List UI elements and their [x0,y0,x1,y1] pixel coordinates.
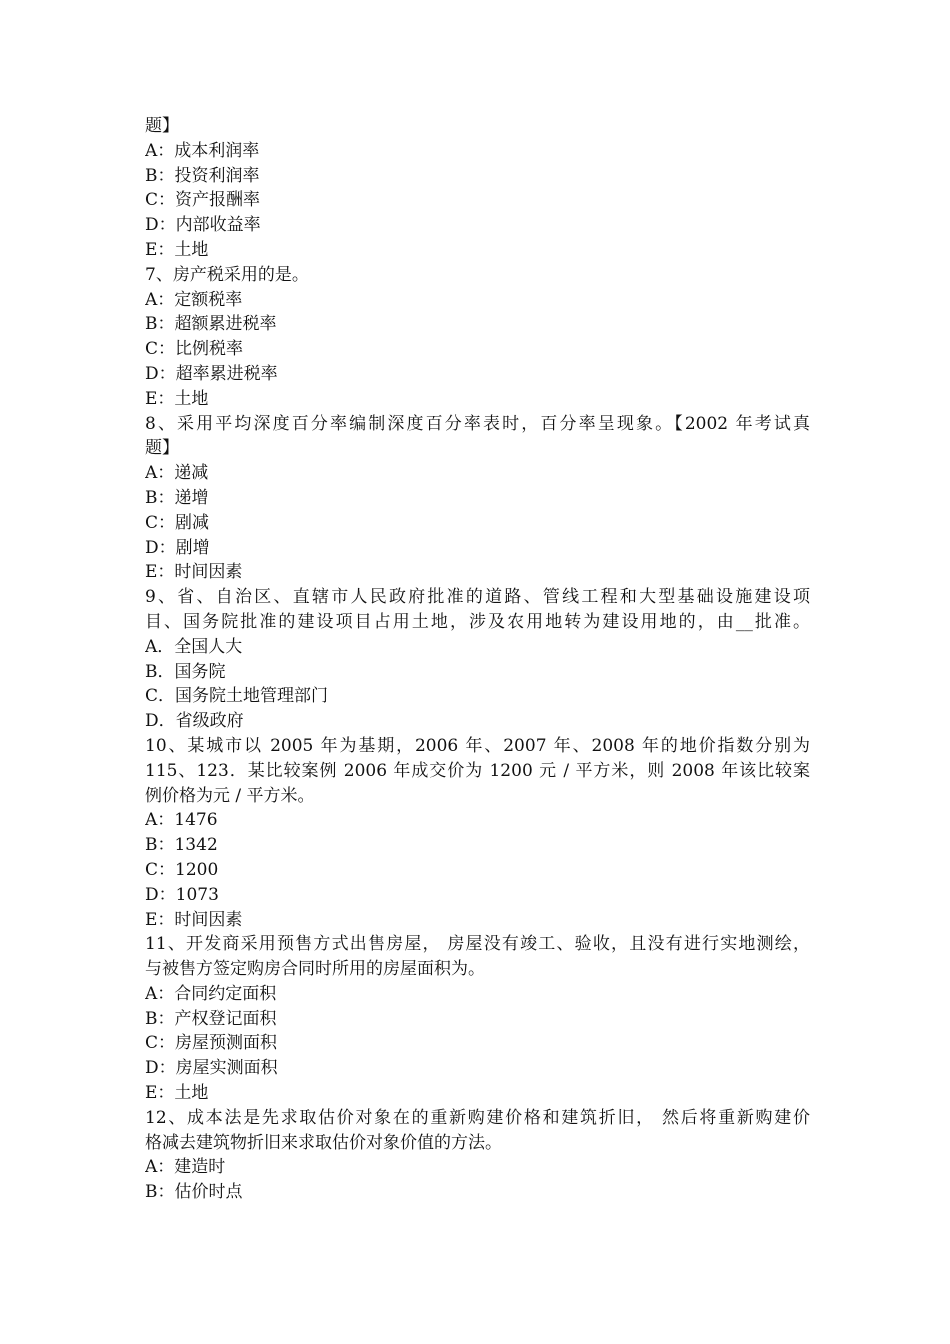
text-line: A：定额税率 [145,289,243,310]
text-line: E：土地 [145,1083,209,1104]
text-line: E：时间因素 [145,909,243,930]
text-line: 目、国务院批准的建设项目占用土地，涉及农用地转为建设用地的，由__批准。 [145,611,810,632]
text-line: C．国务院土地管理部门 [145,686,329,707]
text-line: E：土地 [145,239,209,260]
text-line: C：资产报酬率 [145,190,261,211]
text-line: 10、某城市以 2005 年为基期，2006 年、2007 年、2008 年的地价指数分别为 [145,735,810,756]
text-line: 9、省、自治区、直辖市人民政府批准的道路、管线工程和大型基础设施建设项 [145,587,810,608]
text-line: 与被售方签定购房合同时所用的房屋面积为。 [145,959,485,980]
text-line: D：超率累进税率 [145,363,278,384]
text-line: D：1073 [145,884,219,905]
text-line: 题】 [145,116,179,136]
text-line: B：1342 [145,835,218,856]
text-line: A：1476 [145,810,218,831]
text-line: C：剧减 [145,512,210,533]
text-line: A：建造时 [145,1157,226,1178]
text-line: A：递减 [145,463,209,484]
text-line: 格减去建筑物折旧来求取估价对象价值的方法。 [145,1132,502,1153]
text-line: B：递增 [145,487,209,508]
text-line: B：投资利润率 [145,165,260,186]
text-line: 115、123．某比较案例 2006 年成交价为 1200 元 / 平方米，则 2008 年该比较案 [145,760,810,781]
text-line: C：房屋预测面积 [145,1033,278,1054]
text-line: 11、开发商采用预售方式出售房屋， 房屋没有竣工、验收，且没有进行实地测绘， [145,934,810,955]
text-line: E：土地 [145,388,209,409]
text-line: D：剧增 [145,537,210,558]
text-line: B．国务院 [145,661,226,682]
text-line: 例价格为元 / 平方米。 [145,785,315,806]
text-line: D．省级政府 [145,711,244,732]
text-line: B：产权登记面积 [145,1008,277,1029]
text-line: 8、采用平均深度百分率编制深度百分率表时，百分率呈现象。【2002 年考试真 [145,413,810,434]
text-line: C：1200 [145,859,219,880]
text-line: B：估价时点 [145,1182,243,1203]
text-line: C：比例税率 [145,339,244,360]
text-line: 12、成本法是先求取估价对象在的重新购建价格和建筑折旧， 然后将重新购建价 [145,1107,810,1128]
document-page [145,114,810,1205]
text-line: 7、房产税采用的是。 [145,264,309,285]
text-line: 题】 [145,438,179,459]
text-line: A．全国人大 [145,636,243,657]
text-line: D：房屋实测面积 [145,1058,278,1079]
text-line: E：时间因素 [145,562,243,583]
text-line: D：内部收益率 [145,215,261,236]
text-line: A：成本利润率 [145,140,260,161]
text-line: B：超额累进税率 [145,314,277,335]
text-line: A：合同约定面积 [145,983,277,1004]
